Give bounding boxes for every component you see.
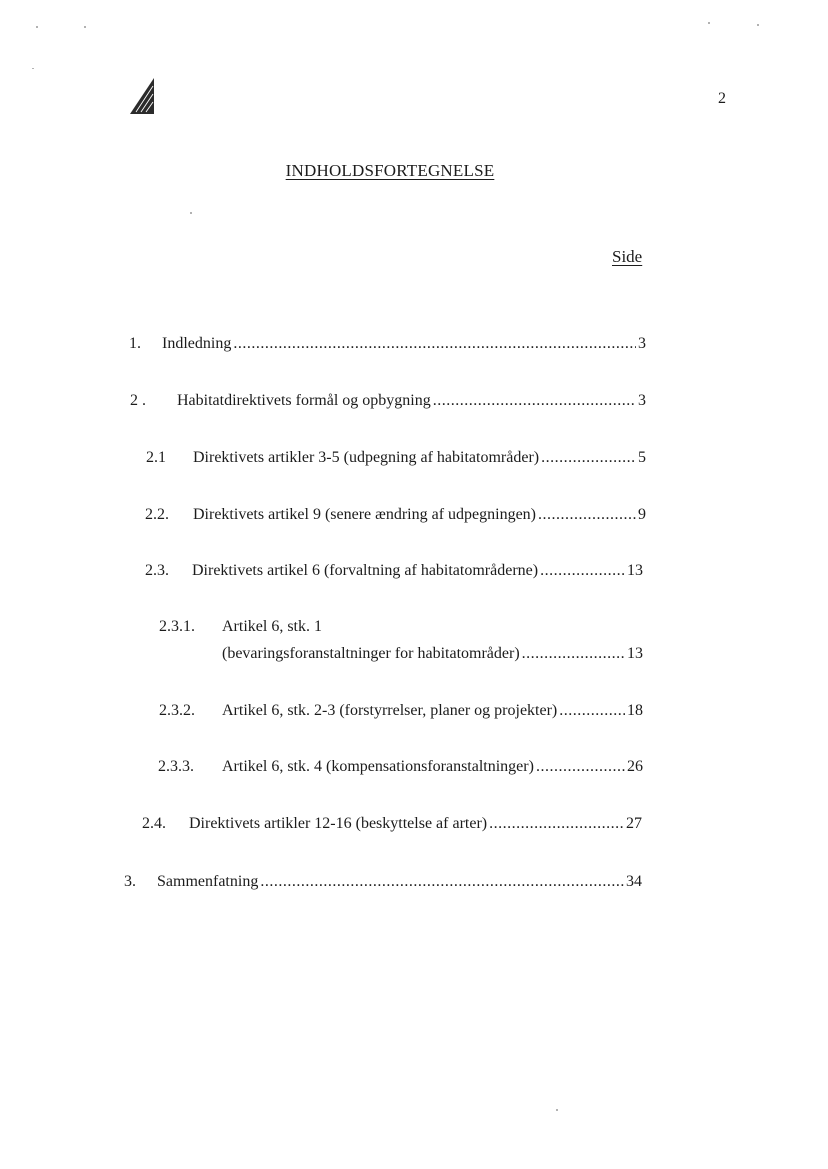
toc-text: Artikel 6, stk. 2-3 (forstyrrelser, planer og projekter)	[222, 702, 558, 719]
toc-number: 2.2.	[145, 506, 169, 523]
toc-number: 2 .	[130, 392, 146, 409]
toc-text: Direktivets artikler 12-16 (beskyttelse af arter)	[189, 815, 488, 832]
toc-number: 2.3.3.	[158, 758, 194, 775]
toc-page: 9	[638, 506, 646, 523]
dot-leader	[538, 504, 636, 526]
toc-entry-1	[129, 333, 646, 355]
toc-number: 2.4.	[142, 815, 166, 832]
page-number: 2	[718, 90, 726, 107]
toc-entry-2-3	[145, 560, 643, 582]
dot-leader	[541, 447, 636, 469]
toc-entry-2-3-1-text-line1: Artikel 6, stk. 1	[222, 618, 322, 635]
toc-text: Direktivets artikel 6 (forvaltning af habitatområderne)	[192, 562, 539, 579]
scan-speck	[36, 26, 38, 28]
toc-text: Habitatdirektivets formål og opbygning	[177, 392, 431, 409]
toc-number: 1.	[129, 335, 141, 352]
toc-page: 3	[638, 392, 646, 409]
toc-text: Artikel 6, stk. 4 (kompensationsforanstaltninger)	[222, 758, 534, 775]
dot-leader	[433, 390, 636, 412]
toc-entry-2	[130, 390, 646, 412]
toc-page: 18	[627, 702, 643, 719]
toc-page: 13	[627, 562, 643, 579]
scan-speck	[32, 68, 34, 69]
toc-number: 2.1	[146, 449, 166, 466]
toc-page: 13	[627, 645, 643, 662]
toc-text: Sammenfatning	[157, 873, 259, 890]
toc-text: Indledning	[162, 335, 232, 352]
dot-leader	[540, 560, 625, 582]
scan-speck	[190, 212, 192, 214]
toc-page: 27	[626, 815, 642, 832]
toc-number: 3.	[124, 873, 136, 890]
scan-speck	[757, 24, 759, 26]
toc-text: Direktivets artikel 9 (senere ændring af udpegningen)	[193, 506, 536, 523]
toc-page: 3	[638, 335, 646, 352]
toc-entry-2-4	[142, 813, 642, 835]
dot-leader	[559, 700, 625, 722]
document-title: INDHOLDSFORTEGNELSE	[285, 161, 495, 180]
logo-triangle-icon	[130, 78, 155, 114]
toc-entry-2-2	[145, 504, 646, 526]
toc-entry-2-3-1-line1	[159, 616, 195, 638]
side-column-header: Side	[612, 247, 643, 266]
scan-speck	[84, 26, 86, 28]
toc-page: 34	[626, 873, 642, 890]
toc-entry-2-3-2	[159, 700, 643, 722]
toc-text: (bevaringsforanstaltninger for habitatområder)	[222, 645, 520, 662]
dot-leader	[536, 756, 625, 778]
toc-number: 2.3.	[145, 562, 169, 579]
toc-page: 26	[627, 758, 643, 775]
toc-page: 5	[638, 449, 646, 466]
toc-entry-2-3-1	[222, 643, 643, 665]
toc-number: 2.3.1.	[159, 618, 195, 635]
toc-entry-3	[124, 871, 642, 893]
scan-speck	[556, 1109, 558, 1111]
scan-speck	[708, 22, 710, 24]
dot-leader	[522, 643, 625, 665]
dot-leader	[489, 813, 624, 835]
toc-text: Direktivets artikler 3-5 (udpegning af habitatområder)	[193, 449, 540, 466]
dot-leader	[233, 333, 636, 355]
toc-number: 2.3.2.	[159, 702, 195, 719]
toc-entry-2-3-3	[158, 756, 643, 778]
dot-leader	[260, 871, 624, 893]
toc-entry-2-1	[146, 447, 646, 469]
